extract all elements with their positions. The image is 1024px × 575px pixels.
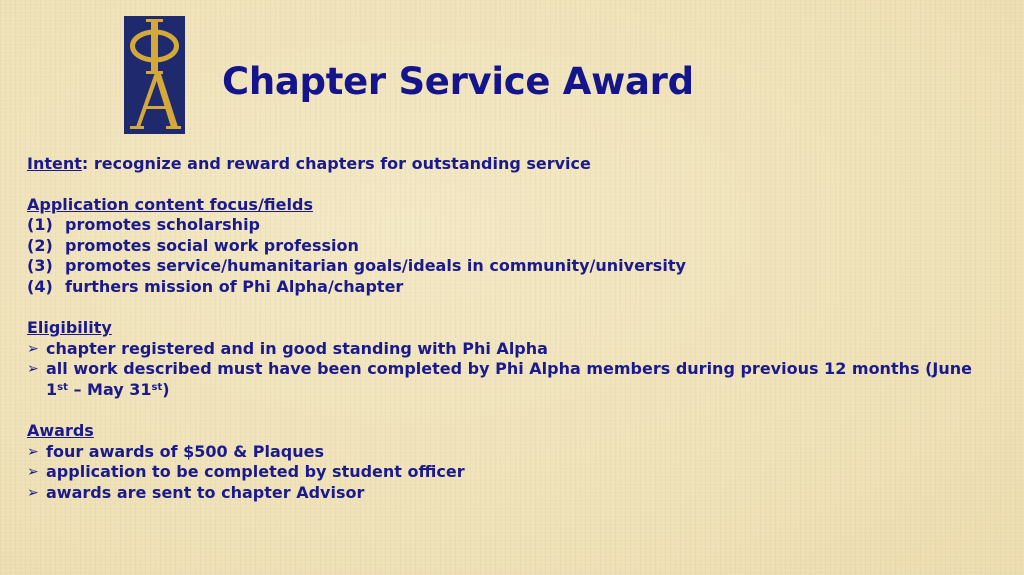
intent-line	[27, 154, 997, 175]
list-item	[27, 277, 997, 298]
item-text: promotes scholarship	[65, 215, 261, 234]
item-text-part: – May 31	[67, 379, 152, 399]
arrow-bullet-icon: ➢	[27, 340, 39, 357]
item-text: furthers mission of Phi Alpha/chapter	[65, 276, 404, 296]
list-item	[27, 339, 997, 360]
page-title: Chapter Service Award	[222, 60, 694, 103]
arrow-bullet-icon: ➢	[27, 361, 39, 377]
list-item	[27, 215, 997, 236]
arrow-bullet-icon: ➢	[27, 443, 39, 460]
phi-alpha-emblem-icon	[124, 16, 185, 134]
intent-label: Intent	[27, 154, 82, 173]
item-number: (3)	[27, 256, 53, 275]
list-item	[27, 256, 997, 277]
item-number: (1)	[27, 215, 53, 234]
item-number: (4)	[27, 276, 53, 296]
item-text: promotes social work profession	[65, 235, 359, 255]
item-text: promotes service/humanitarian goals/ideals in community/university	[65, 256, 686, 275]
eligibility-heading: Eligibility	[27, 318, 112, 337]
item-text: application to be completed by student officer	[46, 462, 465, 481]
ordinal-suffix: st	[151, 381, 163, 393]
list-item	[27, 483, 997, 504]
arrow-bullet-icon: ➢	[27, 464, 39, 480]
list-item	[27, 462, 997, 483]
item-text: four awards of $500 & Plaques	[46, 441, 324, 461]
item-text: awards are sent to chapter Advisor	[46, 482, 365, 502]
awards-heading: Awards	[27, 421, 94, 440]
phi-alpha-logo	[124, 16, 185, 134]
item-text	[46, 359, 997, 400]
list-item	[27, 359, 997, 400]
intent-text: : recognize and reward chapters for outstanding service	[81, 154, 591, 173]
application-heading: Application content focus/fields	[27, 194, 313, 214]
ordinal-suffix: st	[57, 381, 68, 393]
list-item	[27, 236, 997, 257]
item-text-part: )	[162, 379, 170, 399]
arrow-bullet-icon: ➢	[27, 484, 39, 501]
item-text: chapter registered and in good standing with Phi Alpha	[46, 338, 548, 358]
item-text-part: all work described must have been completed by Phi Alpha members during previous 12 months (June 1	[46, 359, 972, 399]
item-number: (2)	[27, 235, 53, 255]
award-details	[27, 154, 997, 503]
list-item	[27, 442, 997, 463]
